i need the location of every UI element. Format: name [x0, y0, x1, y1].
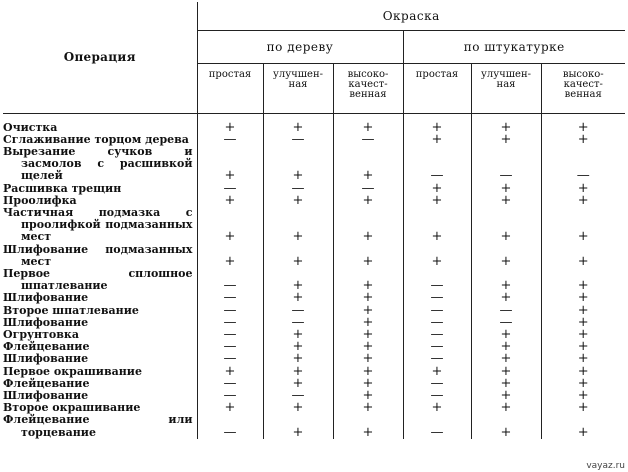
mark-cell: +: [471, 390, 541, 402]
mark-cell: —: [197, 183, 263, 195]
operation-name: Расшивка трещин: [3, 181, 122, 195]
mark-cell: +: [333, 353, 403, 365]
operation-name: Шлифование: [3, 388, 89, 402]
mark-cell: +: [541, 244, 625, 268]
subheader-wood-2: высоко- качест- венная: [333, 63, 403, 113]
mark-cell: +: [541, 305, 625, 317]
mark-cell: +: [541, 329, 625, 341]
watermark: vayaz.ru: [586, 461, 625, 471]
mark-cell: +: [197, 402, 263, 414]
mark-cell: +: [263, 402, 333, 414]
mark-cell: +: [197, 366, 263, 378]
operation-name: Первое сплошное шпатлевание: [3, 266, 193, 293]
mark-cell: +: [471, 207, 541, 244]
mark-cell: —: [197, 134, 263, 146]
painting-operations-table: [3, 2, 625, 439]
mark-cell: —: [197, 317, 263, 329]
table-row: [3, 244, 625, 268]
mark-cell: +: [333, 195, 403, 207]
operation-column-header: Операция: [3, 2, 197, 113]
mark-cell: —: [263, 305, 333, 317]
mark-cell: +: [471, 341, 541, 353]
mark-cell: +: [333, 244, 403, 268]
table-body: [3, 113, 625, 439]
mark-cell: +: [541, 378, 625, 390]
mark-cell: —: [403, 268, 471, 292]
mark-cell: —: [263, 317, 333, 329]
mark-cell: +: [403, 402, 471, 414]
mark-cell: —: [197, 268, 263, 292]
mark-cell: +: [403, 183, 471, 195]
mark-cell: +: [541, 317, 625, 329]
mark-cell: —: [403, 341, 471, 353]
mark-cell: —: [197, 390, 263, 402]
mark-cell: +: [263, 329, 333, 341]
mark-cell: +: [471, 414, 541, 438]
table-row: [3, 207, 625, 244]
mark-cell: —: [403, 292, 471, 304]
mark-cell: —: [403, 414, 471, 438]
mark-cell: +: [403, 244, 471, 268]
wood-group-header: по дереву: [197, 30, 403, 63]
mark-cell: +: [263, 414, 333, 438]
mark-cell: +: [471, 353, 541, 365]
table-row: [3, 378, 625, 390]
mark-cell: +: [333, 207, 403, 244]
operation-name: Шлифование: [3, 352, 89, 366]
mark-cell: +: [541, 195, 625, 207]
operation-name: Очистка: [3, 120, 58, 134]
operation-name: Второе шпатлевание: [3, 303, 139, 317]
mark-cell: —: [403, 353, 471, 365]
operation-name: Шлифование: [3, 291, 89, 305]
mark-cell: —: [471, 317, 541, 329]
table-row: [3, 146, 625, 183]
table-row: [3, 268, 625, 292]
mark-cell: —: [197, 305, 263, 317]
mark-cell: —: [403, 317, 471, 329]
operation-name: Флейцевание или торцевание: [3, 413, 193, 439]
mark-cell: +: [333, 378, 403, 390]
table-row: [3, 329, 625, 341]
mark-cell: —: [403, 390, 471, 402]
mark-cell: —: [197, 414, 263, 438]
mark-cell: —: [197, 292, 263, 304]
plaster-group-header: по штукатурке: [403, 30, 625, 63]
mark-cell: +: [263, 341, 333, 353]
table-row: [3, 353, 625, 365]
mark-cell: —: [471, 146, 541, 183]
mark-cell: +: [263, 268, 333, 292]
mark-cell: +: [333, 305, 403, 317]
mark-cell: +: [471, 113, 541, 134]
mark-cell: —: [263, 390, 333, 402]
mark-cell: +: [541, 390, 625, 402]
mark-cell: —: [403, 305, 471, 317]
mark-cell: +: [471, 329, 541, 341]
mark-cell: —: [197, 341, 263, 353]
mark-cell: +: [403, 113, 471, 134]
mark-cell: +: [471, 268, 541, 292]
mark-cell: —: [471, 305, 541, 317]
mark-cell: +: [403, 134, 471, 146]
mark-cell: +: [333, 292, 403, 304]
mark-cell: —: [403, 146, 471, 183]
mark-cell: +: [333, 268, 403, 292]
operation-name: Второе окрашивание: [3, 401, 141, 415]
operation-name: Флейцевание: [3, 376, 90, 390]
operation-name: Проолифка: [3, 193, 77, 207]
mark-cell: +: [263, 207, 333, 244]
mark-cell: —: [403, 378, 471, 390]
mark-cell: +: [333, 366, 403, 378]
mark-cell: +: [541, 268, 625, 292]
mark-cell: +: [333, 146, 403, 183]
mark-cell: —: [263, 134, 333, 146]
mark-cell: +: [263, 146, 333, 183]
mark-cell: +: [541, 341, 625, 353]
subheader-wood-1: улучшен- ная: [263, 63, 333, 113]
mark-cell: —: [541, 146, 625, 183]
mark-cell: +: [333, 329, 403, 341]
mark-cell: +: [403, 207, 471, 244]
mark-cell: +: [541, 134, 625, 146]
mark-cell: +: [541, 414, 625, 438]
mark-cell: +: [541, 207, 625, 244]
operation-name: Вырезание сучков и засмолов с расшивкой щелей: [3, 144, 193, 183]
mark-cell: +: [471, 244, 541, 268]
mark-cell: +: [541, 353, 625, 365]
subheader-plaster-1: улучшен- ная: [471, 63, 541, 113]
mark-cell: +: [541, 366, 625, 378]
operation-name: Первое окрашивание: [3, 364, 142, 378]
mark-cell: +: [333, 402, 403, 414]
mark-cell: +: [197, 195, 263, 207]
mark-cell: +: [541, 183, 625, 195]
table-row: [3, 341, 625, 353]
operation-name: Шлифование: [3, 315, 89, 329]
subheader-plaster-2: высоко- качест- венная: [541, 63, 625, 113]
table-row: [3, 292, 625, 304]
mark-cell: +: [263, 113, 333, 134]
mark-cell: +: [263, 353, 333, 365]
mark-cell: +: [403, 195, 471, 207]
mark-cell: +: [541, 402, 625, 414]
mark-cell: —: [197, 353, 263, 365]
mark-cell: —: [333, 183, 403, 195]
table-row: [3, 366, 625, 378]
mark-cell: +: [403, 366, 471, 378]
mark-cell: +: [263, 292, 333, 304]
mark-cell: +: [541, 113, 625, 134]
mark-cell: +: [197, 113, 263, 134]
table-row: [3, 414, 625, 438]
mark-cell: —: [197, 378, 263, 390]
painting-group-header: Окраска: [197, 2, 625, 30]
mark-cell: +: [471, 402, 541, 414]
mark-cell: +: [471, 378, 541, 390]
mark-cell: —: [263, 183, 333, 195]
mark-cell: +: [471, 183, 541, 195]
table-row: [3, 317, 625, 329]
subheader-wood-0: простая: [197, 63, 263, 113]
mark-cell: —: [403, 329, 471, 341]
operation-name: Флейцевание: [3, 340, 90, 354]
mark-cell: +: [471, 134, 541, 146]
operation-name: Частичная подмазка с проолифкой подмазанных мест: [3, 205, 193, 244]
mark-cell: +: [197, 244, 263, 268]
mark-cell: +: [471, 366, 541, 378]
mark-cell: +: [197, 146, 263, 183]
mark-cell: +: [263, 244, 333, 268]
mark-cell: +: [333, 414, 403, 438]
table-row: [3, 183, 625, 195]
mark-cell: +: [471, 292, 541, 304]
mark-cell: +: [263, 195, 333, 207]
mark-cell: +: [197, 207, 263, 244]
mark-cell: +: [333, 113, 403, 134]
mark-cell: +: [541, 292, 625, 304]
mark-cell: +: [263, 366, 333, 378]
operation-name: Сглаживание торцом дерева: [3, 132, 189, 146]
mark-cell: +: [333, 341, 403, 353]
mark-cell: —: [197, 329, 263, 341]
mark-cell: +: [263, 378, 333, 390]
table-row: [3, 113, 625, 134]
operation-name: Шлифование подмазанных мест: [3, 242, 193, 268]
subheader-plaster-0: простая: [403, 63, 471, 113]
table-row: [3, 305, 625, 317]
mark-cell: +: [471, 195, 541, 207]
mark-cell: +: [333, 317, 403, 329]
mark-cell: —: [333, 134, 403, 146]
mark-cell: +: [333, 390, 403, 402]
operation-name: Огрунтовка: [3, 327, 79, 341]
